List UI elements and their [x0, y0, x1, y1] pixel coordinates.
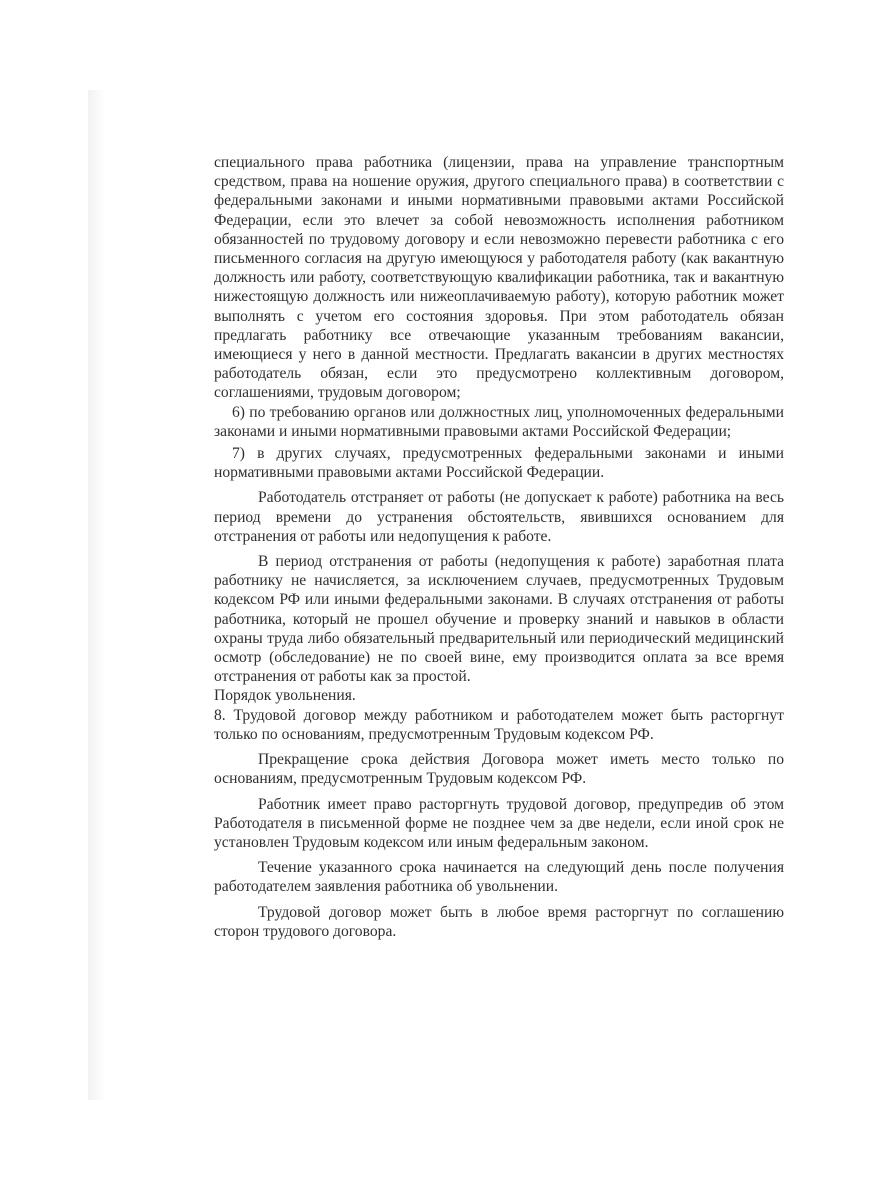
paragraph-termination: Прекращение срока действия Договора может иметь место только по основаниям, предусмотренным Трудовым кодексом РФ. [214, 751, 784, 788]
list-item-6: 6) по требованию органов или должностных лиц, уполномоченных федеральными законами и иными нормативными правовыми актами Российской Федерации; [214, 403, 784, 440]
paragraph-employee-right: Работник имеет право расторгнуть трудовой договор, предупредив об этом Работодателя в письменной форме не позднее чем за две недели, если иной срок не установлен Трудовым кодексом или иным федеральным законом. [214, 795, 784, 851]
paragraph-mutual-agreement: Трудовой договор может быть в любое время расторгнут по соглашению сторон трудового договора. [214, 903, 784, 940]
paragraph-special-right: специального права работника (лицензии, права на управление транспортным средством, права на ношение оружия, другого специального права) в соответствии с федеральными законами и иными нормативными правовыми актами Российской Федерации, если это влечет за собой невозможность исполнения работником обязанностей по трудовому договору и если невозможно перевести работника с его письменного согласия на другую имеющуюся у работодателя работу (как вакантную должность или работу, соответствующую квалификации работника, так и вакантную нижестоящую должность или нижеоплачиваемую работу), которую работник может выполнять с учетом его состояния здоровья. При этом работодатель обязан предлагать работнику все отвечающие указанным требованиям вакансии, имеющиеся у него в данной местности. Предлагать вакансии в других местностях работодатель обязан, если это предусмотрено коллективным договором, соглашениями, трудовым договором; [214, 154, 784, 402]
paragraph-salary: В период отстранения от работы (недопущения к работе) заработная плата работнику не начисляется, за исключением случаев, предусмотренных Трудовым кодексом РФ или иными федеральными законами. В случаях отстранения от работы работника, который не прошел обучение и проверку знаний и навыков в области охраны труда либо обязательный предварительный или периодический медицинский осмотр (обследование) не по своей вине, ему производится оплата за все время отстранения от работы как за простой. [214, 553, 784, 686]
paragraph-suspension: Работодатель отстраняет от работы (не допускает к работе) работника на весь период времени до устранения обстоятельств, явившихся основанием для отстранения от работы или недопущения к работе. [214, 489, 784, 545]
document-page [214, 153, 784, 941]
paragraph-item-8: 8. Трудовой договор между работником и работодателем может быть расторгнут только по основаниям, предусмотренным Трудовым кодексом РФ. [214, 706, 784, 743]
paragraph-term-start: Течение указанного срока начинается на следующий день после получения работодателем заявления работника об увольнении. [214, 859, 784, 896]
scan-edge-shadow [88, 90, 106, 1100]
section-heading-dismissal: Порядок увольнения. [214, 687, 356, 705]
list-item-7: 7) в других случаях, предусмотренных федеральными законами и иными нормативными правовыми актами Российской Федерации. [214, 445, 784, 482]
